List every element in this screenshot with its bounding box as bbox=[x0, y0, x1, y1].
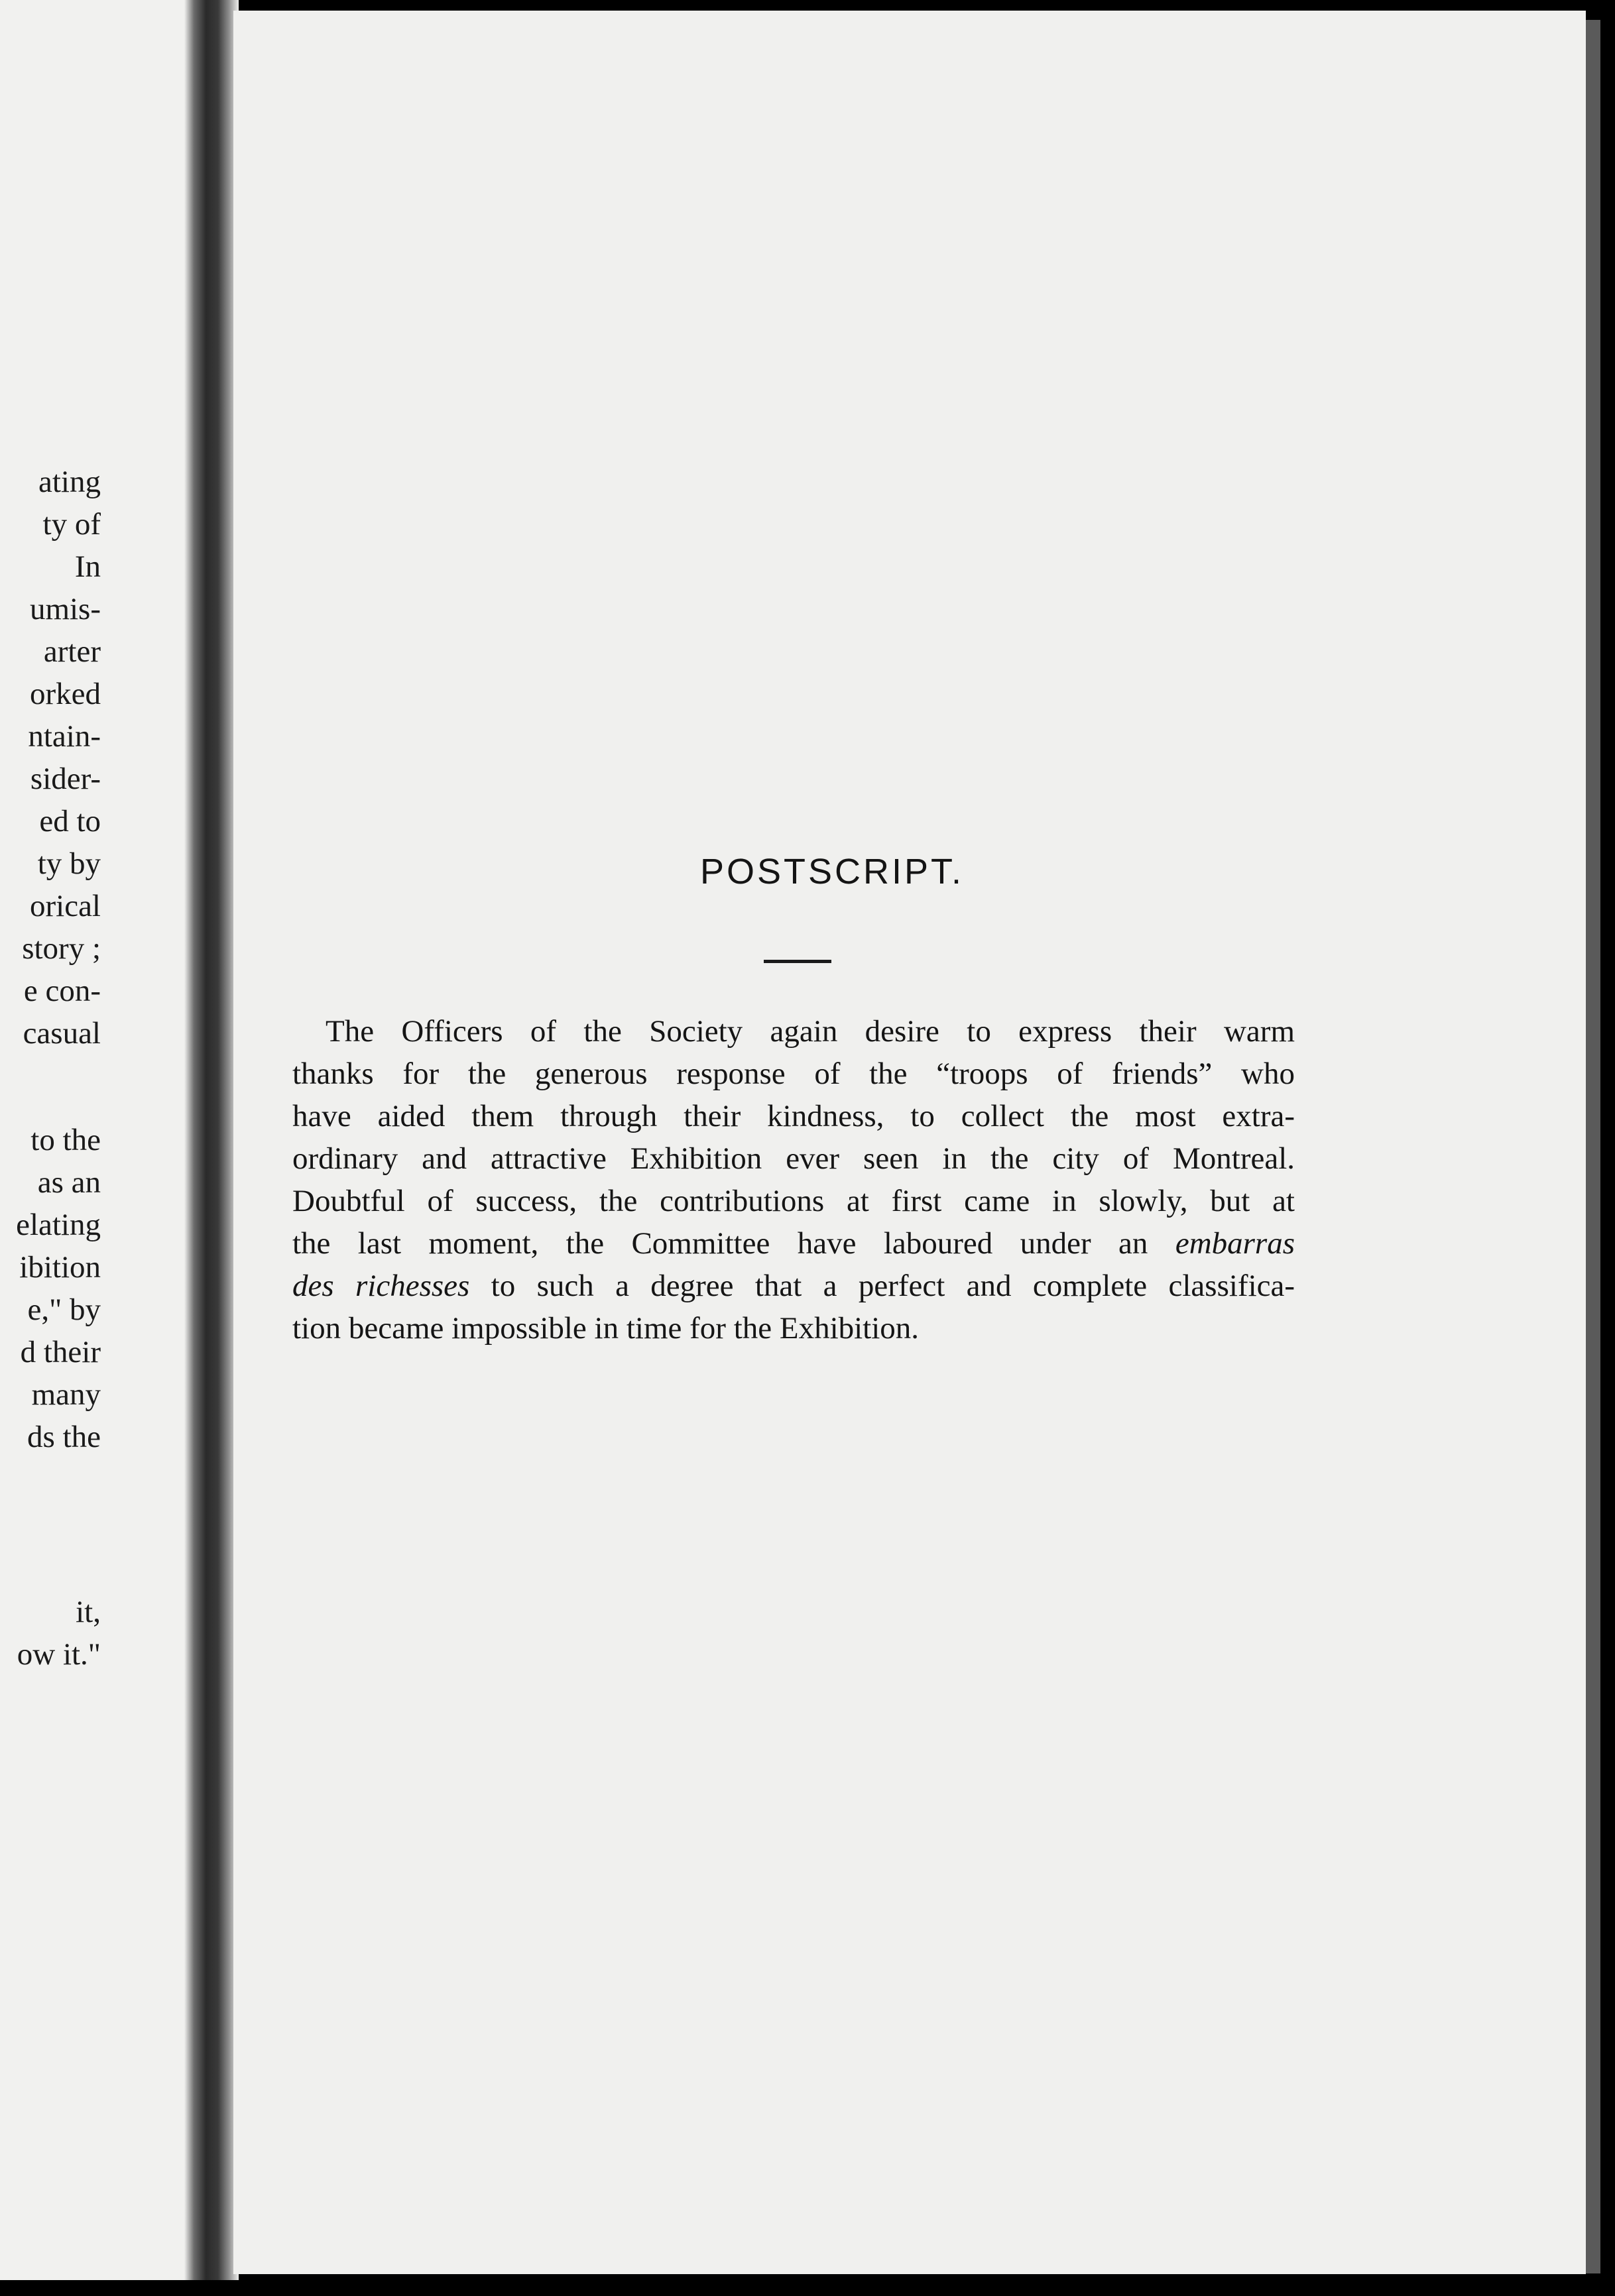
previous-page-line: ibition bbox=[19, 1250, 101, 1285]
paragraph-line-text: to such a degree that a perfect and complete classifica- bbox=[491, 1269, 1295, 1303]
previous-page-line: ds the bbox=[27, 1420, 101, 1454]
previous-page-line: many bbox=[31, 1377, 101, 1412]
previous-page-line: ntain- bbox=[28, 719, 101, 754]
previous-page-fragment bbox=[0, 0, 199, 2280]
previous-page-line: arter bbox=[43, 634, 101, 669]
previous-page-line: ow it." bbox=[17, 1637, 101, 1672]
paragraph-line: ordinary and attractive Exhibition ever seen in the city of Montreal. bbox=[292, 1141, 1295, 1176]
previous-page-line: ty by bbox=[37, 846, 101, 881]
title-divider bbox=[764, 960, 831, 963]
italic-phrase: embarras bbox=[1175, 1226, 1295, 1261]
previous-page-line: umis- bbox=[29, 592, 101, 626]
paragraph-gap bbox=[0, 1055, 101, 1119]
previous-page-line: casual bbox=[23, 1016, 101, 1051]
postscript-paragraph bbox=[292, 1010, 1295, 1349]
paragraph-line bbox=[292, 1265, 1295, 1307]
page-title: POSTSCRIPT. bbox=[699, 852, 965, 891]
binding-gutter bbox=[184, 0, 239, 2280]
postscript-page bbox=[233, 11, 1586, 2274]
previous-page-line: orical bbox=[30, 889, 101, 923]
italic-phrase: des richesses bbox=[292, 1269, 470, 1303]
previous-page-line: ed to bbox=[39, 804, 101, 838]
previous-page-line: it, bbox=[76, 1595, 101, 1629]
paragraph-line: Doubtful of success, the contributions at first came in slowly, but at bbox=[292, 1184, 1295, 1218]
previous-page-line: story ; bbox=[22, 931, 101, 966]
previous-page-line: elating bbox=[16, 1208, 101, 1242]
previous-page-line: e con- bbox=[23, 974, 101, 1008]
previous-page-text bbox=[0, 461, 101, 1676]
paragraph-line bbox=[292, 1222, 1295, 1265]
previous-page-line: orked bbox=[29, 677, 101, 711]
previous-page-line: as an bbox=[37, 1165, 101, 1200]
paragraph-line: tion became impossible in time for the Exhibition. bbox=[292, 1311, 920, 1346]
previous-page-line: e," by bbox=[27, 1292, 101, 1327]
previous-page-line: sider- bbox=[30, 762, 101, 796]
page-edge-shadow bbox=[1586, 20, 1600, 2273]
paragraph-gap bbox=[0, 1458, 101, 1591]
previous-page-line: In bbox=[74, 549, 101, 584]
previous-page-line: ty of bbox=[42, 507, 101, 542]
paragraph-line-text: the last moment, the Committee have laboured under an bbox=[292, 1226, 1148, 1261]
previous-page-line: ating bbox=[38, 465, 101, 499]
previous-page-line: to the bbox=[30, 1123, 101, 1157]
previous-page-line: d their bbox=[20, 1335, 101, 1369]
paragraph-line: have aided them through their kindness, to collect the most extra- bbox=[292, 1099, 1295, 1133]
paragraph-line: The Officers of the Society again desire to express their warm bbox=[326, 1014, 1295, 1049]
paragraph-line: thanks for the generous response of the “troops of friends” who bbox=[292, 1057, 1295, 1091]
